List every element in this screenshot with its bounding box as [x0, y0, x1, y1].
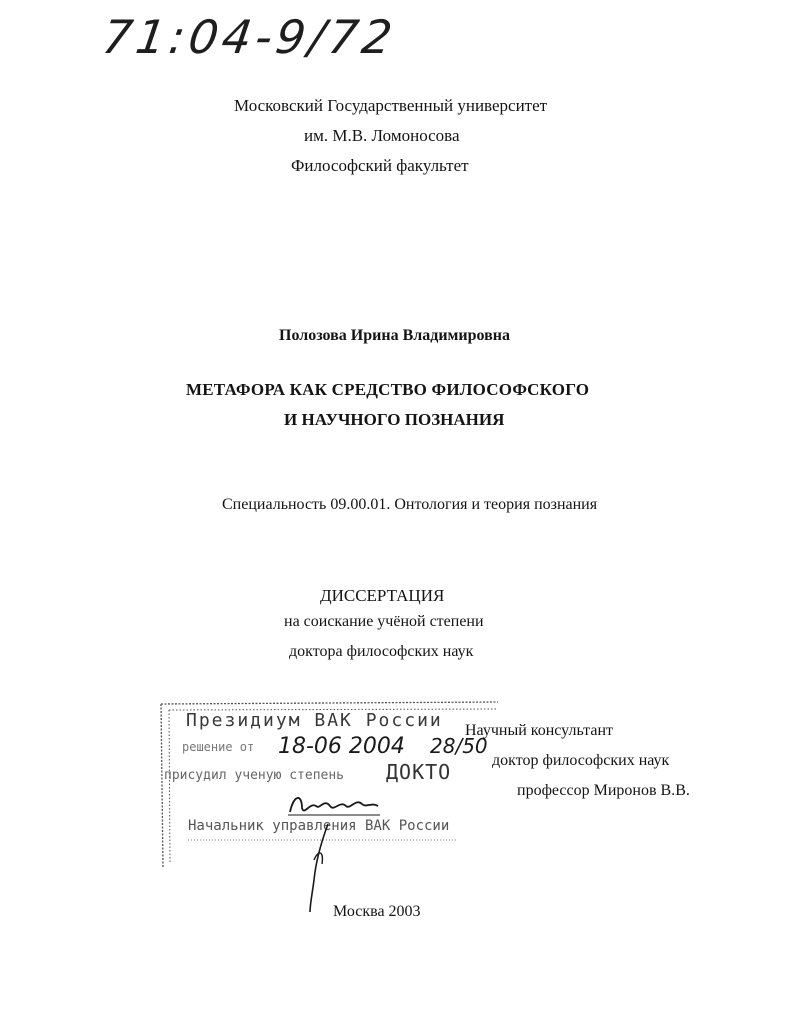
stamp-decision-date: 18-06 2004: [278, 734, 405, 759]
place-year: Москва 2003: [333, 903, 421, 920]
work-purpose: на соискание учёной степени: [284, 613, 484, 630]
university-named-after: им. М.В. Ломоносова: [304, 126, 460, 145]
advisor-name: профессор Миронов В.В.: [517, 782, 690, 799]
stamp-head-label: Начальник управления ВАК России: [188, 818, 450, 834]
stamp-decision-number: 28/50: [430, 734, 488, 758]
advisor-role: Научный консультант: [465, 722, 613, 739]
work-degree: доктора философских наук: [289, 643, 474, 660]
title-line-1: МЕТАФОРА КАК СРЕДСТВО ФИЛОСОФСКОГО: [186, 380, 590, 399]
signature-stroke: [300, 820, 340, 915]
archive-number-handwritten: 71:04-9/72: [99, 10, 400, 64]
advisor-degree: доктор философских наук: [492, 752, 670, 769]
specialty-line: Специальность 09.00.01. Онтология и теория познания: [222, 496, 598, 513]
university-name: Московский Государственный университет: [234, 96, 548, 115]
stamp-signature: [286, 788, 382, 820]
author-name: Полозова Ирина Владимировна: [279, 327, 511, 344]
stamp-awarded-degree: ДОКТО: [386, 760, 452, 784]
work-type: ДИССЕРТАЦИЯ: [320, 586, 445, 605]
stamp-org: Президиум ВАК России: [186, 710, 443, 731]
stamp-decision-prefix: решение от: [182, 740, 255, 754]
faculty-name: Философский факультет: [291, 156, 469, 175]
title-line-2: И НАУЧНОГО ПОЗНАНИЯ: [284, 410, 505, 429]
stamp-awarded-text: присудил ученую степень: [164, 768, 345, 783]
